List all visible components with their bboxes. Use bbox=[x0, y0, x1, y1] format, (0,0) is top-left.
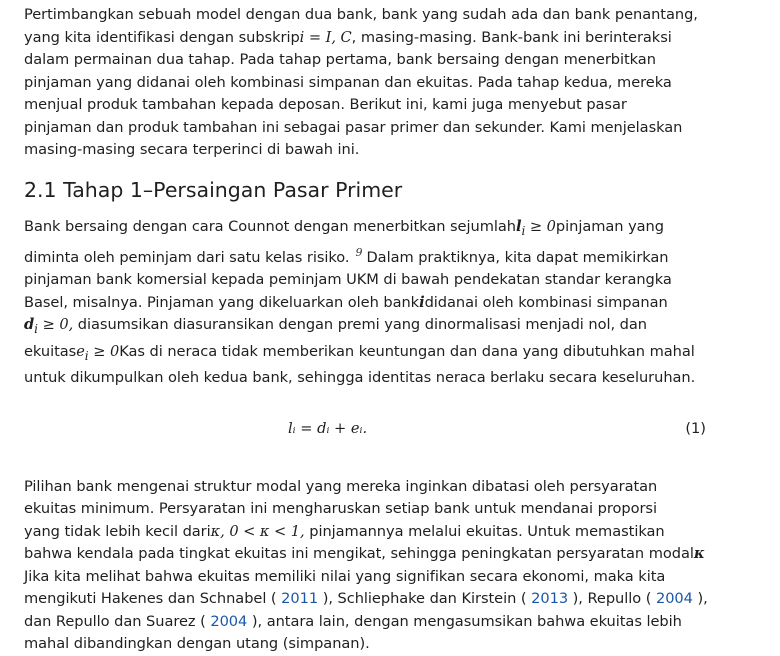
text-line bbox=[24, 588, 756, 611]
math-sub: i bbox=[34, 322, 38, 337]
text-span: didanai oleh kombinasi simpanan bbox=[424, 293, 668, 311]
text-line: Jika kita melihat bahwa ekuitas memiliki nilai yang signifikan secara ekonomi, maka kita bbox=[24, 567, 666, 585]
text-span: diminta oleh peminjam dari satu kelas risiko. bbox=[24, 248, 350, 266]
math-expression: κ, 0 < κ < 1, bbox=[210, 522, 305, 540]
text-span: Kas di neraca tidak memberikan keuntungan dan dana yang dibutuhkan mahal bbox=[119, 342, 695, 360]
text-line: pinjaman bank komersial kepada peminjam UKM di bawah pendekatan standar kerangka bbox=[24, 271, 672, 289]
math-subscript: i = I, C bbox=[299, 28, 352, 46]
text-line bbox=[24, 543, 756, 566]
citation-link[interactable]: 2004 bbox=[651, 590, 698, 608]
math-op: ≥ 0 bbox=[525, 217, 556, 235]
text-span: ekuitas bbox=[24, 342, 77, 360]
text-line bbox=[24, 27, 756, 50]
text-span: Basel, misalnya. Pinjaman yang dikeluarkan oleh bank bbox=[24, 293, 420, 311]
text-line: pinjaman yang didanai oleh kombinasi simpanan dan ekuitas. Pada tahap kedua, mereka bbox=[24, 73, 672, 91]
text-span: ), antara lain, dengan mengasumsikan bahwa ekuitas lebih bbox=[251, 612, 682, 630]
text-span: pinjaman yang bbox=[555, 217, 664, 235]
math-sub: i bbox=[84, 348, 89, 363]
citation-link[interactable]: 2011 bbox=[276, 590, 323, 608]
text-span: dan Repullo dan Suarez ( bbox=[24, 612, 206, 630]
intro-paragraph bbox=[24, 4, 756, 162]
text-line: pinjaman dan produk tambahan ini sebagai pasar primer dan sekunder. Kami menjelaskan bbox=[24, 118, 683, 136]
text-span: ), Repullo ( bbox=[572, 590, 652, 608]
text-line: menjual produk tambahan kepada deposan. Berikut ini, kami juga menyebut pasar bbox=[24, 96, 627, 113]
text-line bbox=[24, 521, 756, 544]
math-var: l bbox=[515, 217, 522, 235]
math-var: κ bbox=[693, 545, 705, 563]
text-line: Pertimbangkan sebuah model dengan dua bank, bank yang sudah ada dan bank penantang, bbox=[24, 6, 698, 23]
text-line bbox=[24, 314, 756, 340]
text-span: Dalam praktiknya, kita dapat memikirkan bbox=[366, 248, 669, 266]
math-var: e bbox=[76, 342, 85, 360]
text-span: bahwa kendala pada tingkat ekuitas ini mengikat, sehingga peningkatan persyaratan modal bbox=[24, 545, 694, 563]
equation-block bbox=[24, 416, 756, 446]
text-line: mahal dibandingkan dengan utang (simpanan). bbox=[24, 635, 370, 653]
text-line: untuk dikumpulkan oleh kedua bank, sehingga identitas neraca berlaku secara keseluruhan. bbox=[24, 369, 696, 387]
text-span: , masing-masing. Bank-bank ini berinteraksi bbox=[351, 28, 672, 46]
citation-link[interactable]: 2013 bbox=[526, 590, 573, 608]
text-line: Pilihan bank mengenai struktur modal yang mereka inginkan dibatasi oleh persyaratan bbox=[24, 477, 658, 495]
math-sub: i bbox=[521, 223, 526, 238]
equation-formula: lᵢ = dᵢ + eᵢ. bbox=[288, 419, 368, 437]
math-var: d bbox=[24, 316, 35, 334]
text-line: masing-masing secara terperinci di bawah ini. bbox=[24, 141, 360, 158]
section-heading: 2.1 Tahap 1–Persaingan Pasar Primer bbox=[24, 177, 403, 202]
text-line bbox=[24, 341, 756, 367]
text-span: yang kita identifikasi dengan subskrip bbox=[24, 28, 300, 46]
text-span: diasumsikan diasuransikan dengan premi yang dinormalisasi menjadi nol, dan bbox=[73, 316, 647, 334]
text-line bbox=[24, 216, 756, 242]
equation-number: (1) bbox=[685, 419, 706, 437]
capital-paragraph bbox=[24, 476, 756, 656]
text-line: dalam permainan dua tahap. Pada tahap pertama, bank bersaing dengan menerbitkan bbox=[24, 51, 656, 68]
text-span: pinjamannya melalui ekuitas. Untuk memastikan bbox=[304, 522, 665, 540]
stage1-paragraph bbox=[24, 216, 756, 390]
math-op: ≥ 0 bbox=[88, 342, 120, 360]
math-var: i bbox=[419, 293, 425, 311]
text-line bbox=[24, 242, 756, 270]
text-line: ekuitas minimum. Persyaratan ini mengharuskan setiap bank untuk mendanai proporsi bbox=[24, 500, 657, 518]
text-line bbox=[24, 611, 756, 634]
math-op: ≥ 0, bbox=[38, 316, 74, 334]
text-span: ), Schliephake dan Kirstein ( bbox=[322, 590, 527, 608]
text-span: ), bbox=[697, 590, 708, 608]
footnote-marker[interactable]: 9 bbox=[355, 245, 363, 259]
text-span: mengikuti Hakenes dan Schnabel ( bbox=[24, 590, 277, 608]
text-line bbox=[24, 292, 756, 315]
citation-link[interactable]: 2004 bbox=[205, 612, 252, 630]
text-span: Bank bersaing dengan cara Counnot dengan menerbitkan sejumlah bbox=[24, 217, 516, 235]
text-span: yang tidak lebih kecil dari bbox=[24, 522, 211, 540]
